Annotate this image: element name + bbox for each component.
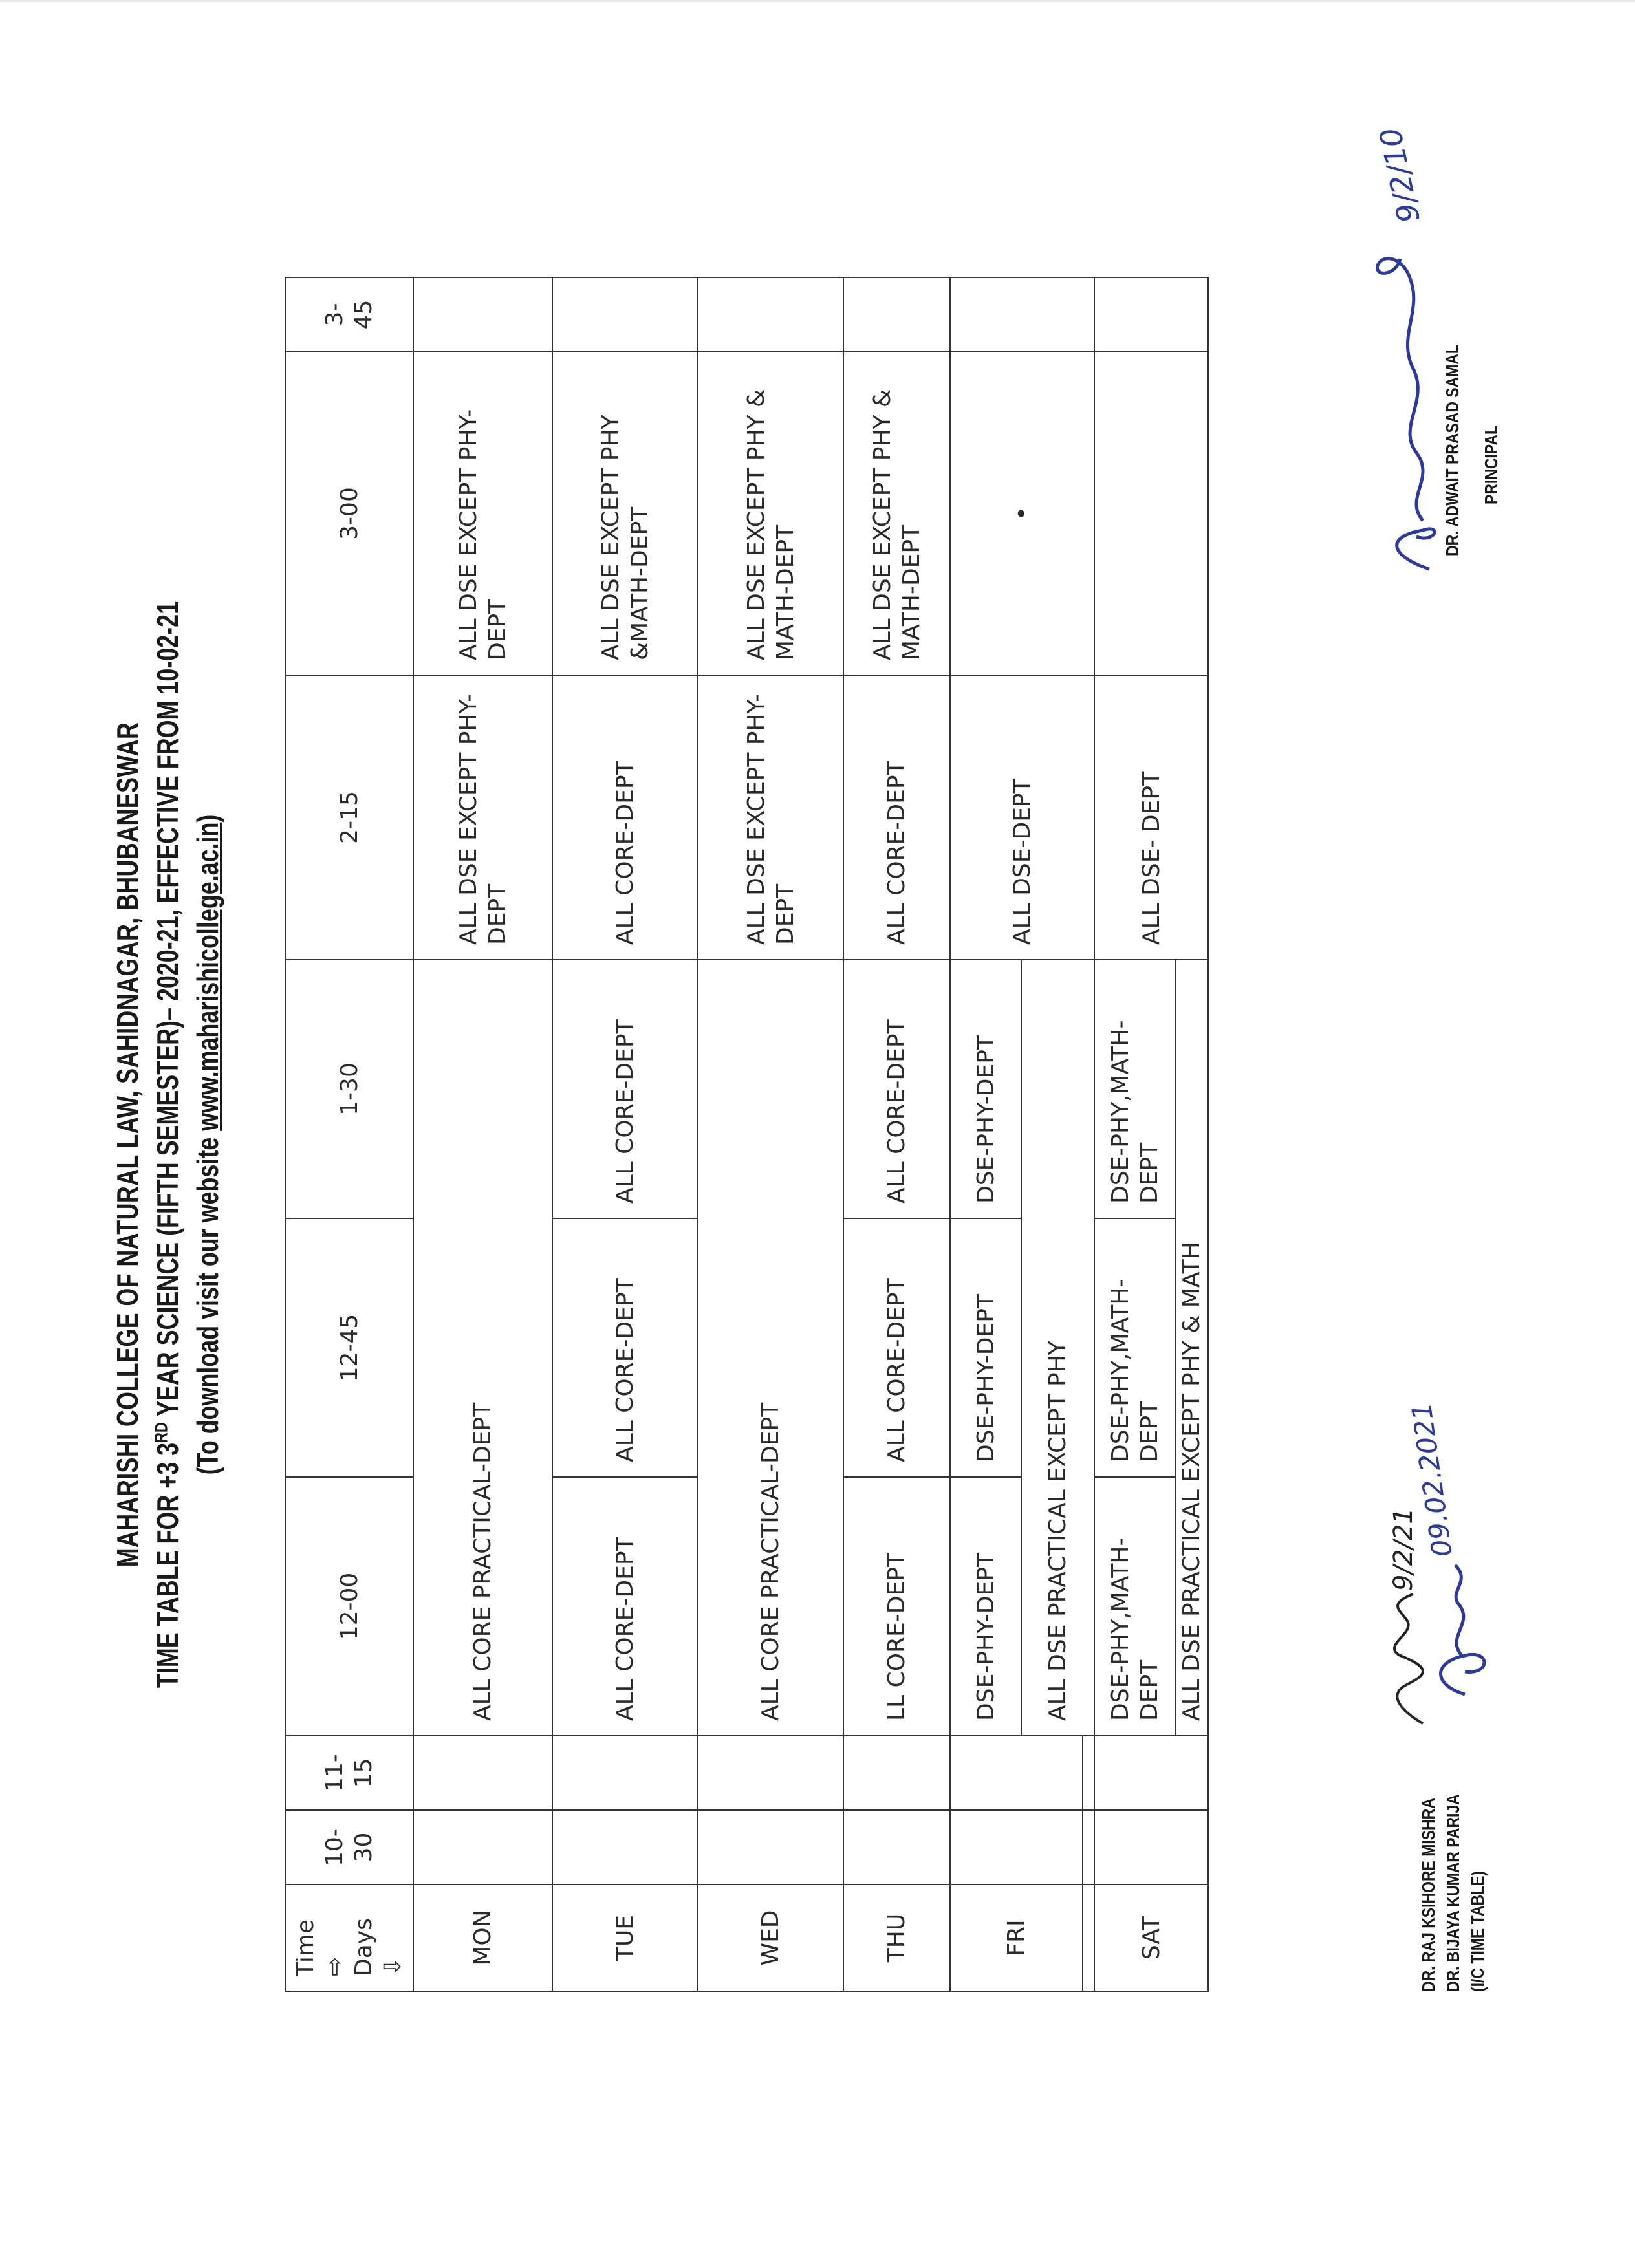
row-tue — [552, 277, 698, 1991]
sat-1245: DSE-PHY,MATH-DEPT — [1094, 1218, 1175, 1477]
signatory-role: (I/C TIME TABLE) — [1467, 1870, 1488, 1992]
handwritten-date-2: 09.02.2021 — [1405, 1400, 1458, 1559]
thu-1245: ALL CORE-DEPT — [843, 1218, 950, 1477]
row-sat — [1094, 277, 1175, 1991]
fri-215: ALL DSE-DEPT — [950, 675, 1094, 960]
day-tue: TUE — [552, 1885, 698, 1991]
corner-time — [291, 1899, 349, 1976]
empty-cell — [950, 277, 1094, 352]
website-link[interactable]: www.maharishicollege.ac.in — [191, 822, 224, 1131]
fri-1245: DSE-PHY-DEPT — [950, 1218, 1021, 1477]
tue-1200: ALL CORE-DEPT — [552, 1477, 698, 1736]
empty-cell — [843, 1810, 950, 1885]
empty-cell — [1094, 1736, 1208, 1810]
row-fri — [950, 277, 1021, 1991]
row-mon — [413, 277, 552, 1991]
tue-215: ALL CORE-DEPT — [552, 675, 698, 960]
empty-cell — [552, 1736, 698, 1810]
sat-215: ALL DSE- DEPT — [1094, 675, 1208, 960]
handwritten-date-1: 9/2/21 — [1389, 1507, 1418, 1591]
row-wed — [698, 277, 843, 1991]
mon-core-practical: ALL CORE PRACTICAL-DEPT — [413, 960, 552, 1736]
college-title: MAHARISHI COLLEGE OF NATURAL LAW, SAHIDNAGAR, BHUBANESWAR — [111, 722, 144, 1568]
note-part: ) — [191, 814, 224, 823]
handwritten-date-3: 9/2/10 — [1372, 124, 1427, 226]
time-215: 2-15 — [285, 675, 413, 960]
signatory-name-2: DR. BIJAYA KUMAR PARIJA — [1442, 1794, 1463, 1992]
day-wed: WED — [698, 1885, 843, 1991]
header-row — [285, 277, 413, 1991]
time-1245: 12-45 — [285, 1218, 413, 1477]
thu-1200: LL CORE-DEPT — [843, 1477, 950, 1736]
tue-130: ALL CORE-DEPT — [552, 960, 698, 1218]
corner-cell — [285, 1885, 413, 1991]
tue-1245: ALL CORE-DEPT — [552, 1218, 698, 1477]
wed-300: ALL DSE EXCEPT PHY & MATH-DEPT — [698, 352, 843, 675]
rotated-sheet — [110, 78, 1501, 2212]
empty-cell — [1083, 1810, 1094, 1885]
time-1200: 12-00 — [285, 1477, 413, 1736]
empty-cell — [698, 1736, 843, 1810]
fri-dse-practical: ALL DSE PRACTICAL EXCEPT PHY — [1021, 960, 1094, 1736]
empty-cell — [950, 1810, 1083, 1885]
time-300: 3-00 — [285, 352, 413, 675]
empty-cell — [1094, 277, 1208, 352]
timetable — [285, 277, 1209, 1992]
empty-cell — [413, 277, 552, 352]
sat-130: DSE-PHY,MATH-DEPT — [1094, 960, 1175, 1218]
empty-cell — [413, 1736, 552, 1810]
sat-1200: DSE-PHY,MATH-DEPT — [1094, 1477, 1175, 1736]
left-signatories — [1416, 1794, 1489, 1992]
mon-300: ALL DSE EXCEPT PHY-DEPT — [413, 352, 552, 675]
time-1115: 11- 15 — [285, 1736, 413, 1810]
signatory-name-1: DR. RAJ KSIHORE MISHRA — [1418, 1798, 1438, 1992]
row-thu — [843, 277, 950, 1991]
empty-cell — [843, 1736, 950, 1810]
download-note — [190, 312, 225, 1977]
empty-cell — [843, 277, 950, 352]
handwritten-signature-2 — [1405, 1274, 1510, 1701]
principal-signature — [1358, 78, 1455, 582]
arrow-right-icon: ⇨ — [321, 1956, 348, 1976]
empty-cell — [698, 1810, 843, 1885]
day-mon: MON — [413, 1885, 552, 1991]
corner-days-label: Days — [351, 1918, 377, 1976]
thu-130: ALL CORE-DEPT — [843, 960, 950, 1218]
wed-core-practical: ALL CORE PRACTICAL-DEPT — [698, 960, 843, 1736]
empty-cell — [1094, 352, 1208, 675]
corner-time-label: Time — [292, 1919, 319, 1976]
wed-215: ALL DSE EXCEPT PHY-DEPT — [698, 675, 843, 960]
empty-cell — [552, 277, 698, 352]
empty-cell — [552, 1810, 698, 1885]
arrow-down-icon: ⇩ — [380, 1956, 406, 1976]
time-345: 3- 45 — [285, 277, 413, 352]
empty-cell — [1094, 1810, 1208, 1885]
timetable-title — [150, 312, 185, 1977]
time-130: 1-30 — [285, 960, 413, 1218]
empty-cell — [950, 1736, 1083, 1810]
title-part: YEAR SCIENCE (FIFTH SEMESTER)– 2020-21, EFFECTIVE FROM 10-02-21 — [151, 601, 184, 1423]
tue-300: ALL DSE EXCEPT PHY &MATH-DEPT — [552, 352, 698, 675]
thu-300: ALL DSE EXCEPT PHY & MATH-DEPT — [843, 352, 950, 675]
corner-days — [349, 1899, 407, 1976]
sat-dse-practical: ALL DSE PRACTICAL EXCEPT PHY & MATH — [1175, 960, 1208, 1736]
principal-role: PRINCIPAL — [1481, 425, 1501, 504]
empty-cell — [413, 1810, 552, 1885]
title-superscript: RD — [151, 1422, 171, 1443]
note-part: (To download visit our website — [191, 1130, 224, 1475]
principal-name: DR. ADWAIT PRASAD SAMAL — [1442, 345, 1462, 556]
thu-215: ALL CORE-DEPT — [843, 675, 950, 960]
title-part: TIME TABLE FOR +3 3 — [151, 1442, 184, 1689]
time-1030: 10- 30 — [285, 1810, 413, 1885]
fri-1200: DSE-PHY-DEPT — [950, 1477, 1021, 1736]
day-sat: SAT — [1094, 1885, 1208, 1991]
day-thu: THU — [843, 1885, 950, 1991]
fri-300: • — [950, 352, 1094, 675]
empty-cell — [698, 277, 843, 352]
fri-130: DSE-PHY-DEPT — [950, 960, 1021, 1218]
empty-cell — [1083, 1736, 1094, 1810]
empty-cell — [1083, 1885, 1094, 1991]
day-fri: FRI — [950, 1885, 1083, 1991]
mon-215: ALL DSE EXCEPT PHY-DEPT — [413, 675, 552, 960]
